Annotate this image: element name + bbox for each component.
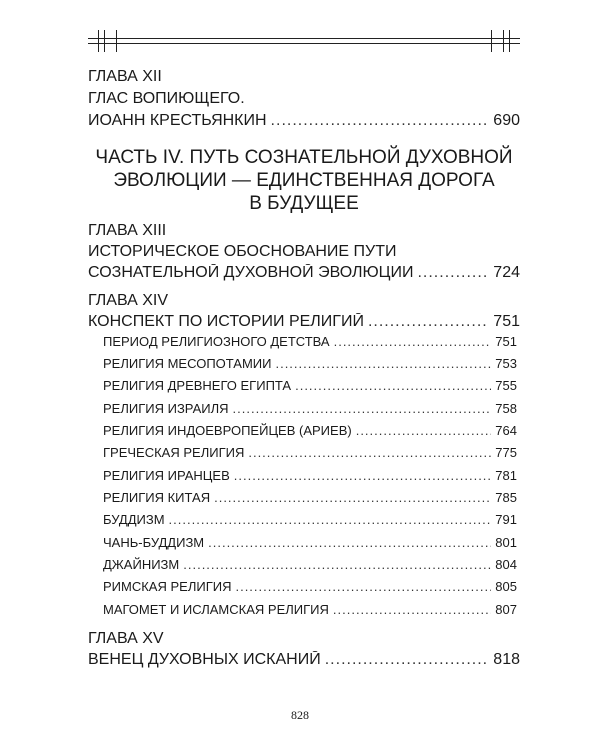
toc-section-entry[interactable] — [103, 602, 517, 617]
toc-section-entry[interactable] — [103, 334, 517, 349]
chapter-14-title: КОНСПЕКТ ПО ИСТОРИИ РЕЛИГИЙ — [88, 313, 364, 330]
dot-leader — [183, 557, 491, 572]
dot-leader — [208, 535, 491, 550]
chapter-15-title: ВЕНЕЦ ДУХОВНЫХ ИСКАНИЙ — [88, 651, 321, 668]
chapter-13-page: 724 — [493, 264, 520, 281]
dot-leader — [325, 651, 490, 669]
toc-section-entry[interactable] — [103, 401, 517, 416]
dot-leader — [356, 423, 492, 438]
section-title: МАГОМЕТ И ИСЛАМСКАЯ РЕЛИГИЯ — [103, 602, 329, 617]
toc-section-entry[interactable] — [103, 423, 517, 438]
toc-entry-chapter-15[interactable] — [88, 651, 520, 669]
section-page: 758 — [495, 401, 517, 416]
chapter-13-title-line2: СОЗНАТЕЛЬНОЙ ДУХОВНОЙ ЭВОЛЮЦИИ — [88, 264, 414, 281]
section-page: 764 — [495, 423, 517, 438]
toc-entry-chapter-12[interactable] — [88, 112, 520, 130]
toc-section-entry[interactable] — [103, 490, 517, 505]
chapter-12-label: ГЛАВА XII — [88, 68, 162, 85]
dot-leader — [214, 490, 491, 505]
dot-leader — [334, 334, 492, 349]
section-title: РЕЛИГИЯ ИЗРАИЛЯ — [103, 401, 229, 416]
toc-section-entry[interactable] — [103, 512, 517, 527]
toc-entry-chapter-14[interactable] — [88, 313, 520, 331]
toc-entry-chapter-13[interactable] — [88, 264, 520, 282]
section-title: РЕЛИГИЯ ИНДОЕВРОПЕЙЦЕВ (АРИЕВ) — [103, 423, 352, 438]
dot-leader — [271, 112, 490, 130]
chapter-15-label: ГЛАВА XV — [88, 630, 164, 647]
chapter-12-title-line1: ГЛАС ВОПИЮЩЕГО. — [88, 90, 245, 107]
section-title: ЧАНЬ-БУДДИЗМ — [103, 535, 205, 550]
section-page: 807 — [495, 602, 517, 617]
header-ornament — [88, 28, 520, 58]
section-title: РЕЛИГИЯ ДРЕВНЕГО ЕГИПТА — [103, 378, 292, 393]
chapter-13-label: ГЛАВА XIII — [88, 222, 167, 239]
part-4-heading — [88, 146, 520, 215]
dot-leader — [233, 401, 492, 416]
part-4-line3: В БУДУЩЕЕ — [249, 193, 359, 214]
section-page: 751 — [495, 334, 517, 349]
section-title: БУДДИЗМ — [103, 512, 165, 527]
part-4-line1: ЧАСТЬ IV. ПУТЬ СОЗНАТЕЛЬНОЙ ДУХОВНОЙ — [95, 147, 513, 168]
section-page: 753 — [495, 356, 517, 371]
section-page: 804 — [495, 557, 517, 572]
section-page: 785 — [495, 490, 517, 505]
dot-leader — [169, 512, 492, 527]
dot-leader — [333, 602, 491, 617]
chapter-12-page: 690 — [493, 112, 520, 129]
toc-section-entry[interactable] — [103, 378, 517, 393]
dot-leader — [368, 313, 489, 331]
section-title: ПЕРИОД РЕЛИГИОЗНОГО ДЕТСТВА — [103, 334, 330, 349]
chapter-14-label: ГЛАВА XIV — [88, 292, 168, 309]
dot-leader — [295, 378, 491, 393]
toc-section-entry[interactable] — [103, 579, 517, 594]
toc-section-entry[interactable] — [103, 445, 517, 460]
dot-leader — [248, 445, 491, 460]
dot-leader — [235, 579, 491, 594]
toc-section-entry[interactable] — [103, 557, 517, 572]
section-title: РЕЛИГИЯ МЕСОПОТАМИИ — [103, 356, 272, 371]
chapter-12-title-line2: ИОАНН КРЕСТЬЯНКИН — [88, 112, 267, 129]
chapter-14-page: 751 — [493, 313, 520, 330]
section-title: ДЖАЙНИЗМ — [103, 557, 180, 572]
part-4-line2: ЭВОЛЮЦИИ — ЕДИНСТВЕННАЯ ДОРОГА — [113, 170, 495, 191]
section-title: РИМСКАЯ РЕЛИГИЯ — [103, 579, 232, 594]
section-title: ГРЕЧЕСКАЯ РЕЛИГИЯ — [103, 445, 245, 460]
page-number: 828 — [291, 708, 309, 722]
chapter-13-title-line1: ИСТОРИЧЕСКОЕ ОБОСНОВАНИЕ ПУТИ — [88, 243, 397, 260]
dot-leader — [275, 356, 491, 371]
section-page: 791 — [495, 512, 517, 527]
section-title: РЕЛИГИЯ КИТАЯ — [103, 490, 211, 505]
toc-section-entry[interactable] — [103, 535, 517, 550]
section-page: 801 — [495, 535, 517, 550]
toc-section-entry[interactable] — [103, 468, 517, 483]
section-page: 755 — [495, 378, 517, 393]
section-title: РЕЛИГИЯ ИРАНЦЕВ — [103, 468, 230, 483]
chapter-15-page: 818 — [493, 651, 520, 668]
dot-leader — [417, 264, 489, 282]
section-page: 781 — [495, 468, 517, 483]
section-page: 775 — [495, 445, 517, 460]
section-page: 805 — [495, 579, 517, 594]
toc-section-entry[interactable] — [103, 356, 517, 371]
dot-leader — [234, 468, 492, 483]
